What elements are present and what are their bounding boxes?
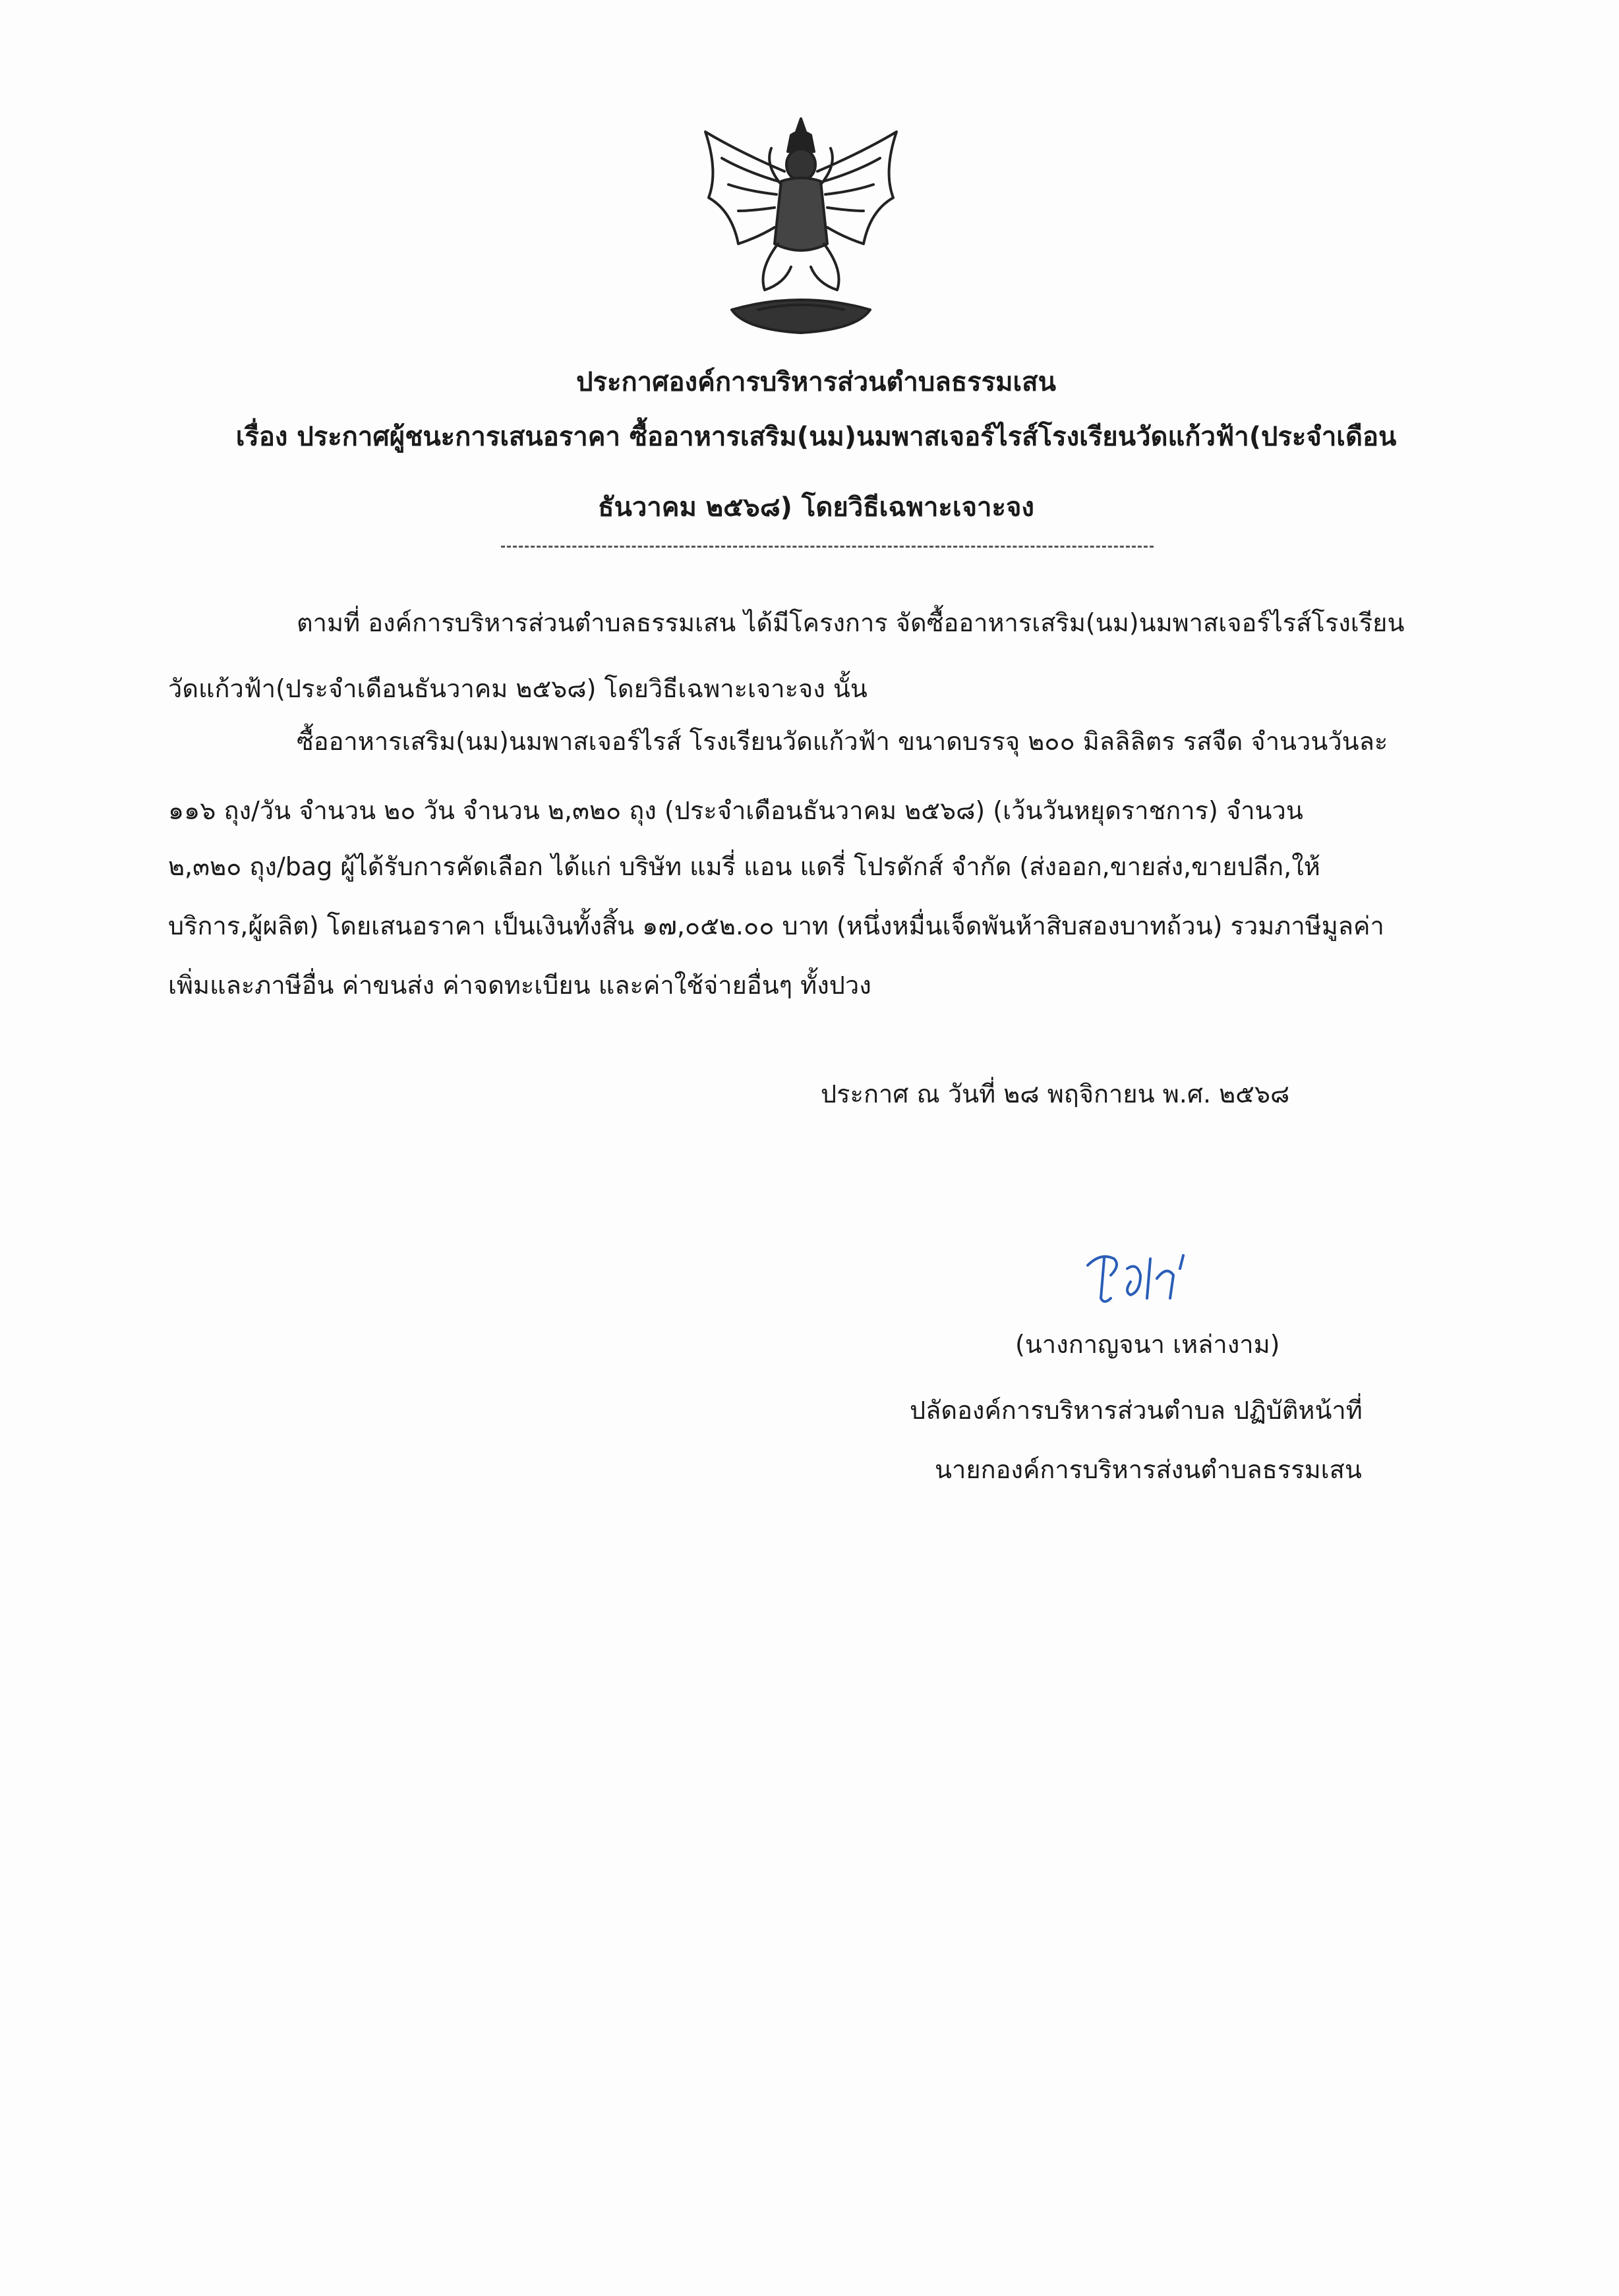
signature-image — [1074, 1239, 1226, 1311]
paragraph-2-line-4: บริการ,ผู้ผลิต) โดยเสนอราคา เป็นเงินทั้งสิ้น ๑๗,๐๕๒.๐๐ บาท (หนึ่งหมื่นเจ็ดพันห้าสิบสองบาทถ้วน) รวมภาษีมูลค่า — [168, 911, 1384, 940]
garuda-emblem-icon — [692, 112, 910, 343]
paragraph-2-line-5: เพิ่มและภาษีอื่น ค่าขนส่ง ค่าจดทะเบียน และค่าใช้จ่ายอื่นๆ ทั้งปวง — [168, 971, 871, 1000]
signer-position-line-1: ปลัดองค์การบริหารส่วนตำบล ปฏิบัติหน้าที่ — [910, 1396, 1363, 1425]
paragraph-1-line-1: ตามที่ องค์การบริหารส่วนตำบลธรรมเสน ได้มีโครงการ จัดซื้ออาหารเสริม(นม)นมพาสเจอร์ไรส์โรงเรียน — [297, 608, 1405, 637]
divider — [501, 546, 1154, 548]
signer-name: (นางกาญจนา เหล่างาม) — [1015, 1330, 1280, 1359]
subject-line-1: เรื่อง ประกาศผู้ชนะการเสนอราคา ซื้ออาหารเสริม(นม)นมพาสเจอร์ไรส์โรงเรียนวัดแก้วฟ้า(ประจำเดือน — [235, 422, 1397, 452]
announcement-date: ประกาศ ณ วันที่ ๒๘ พฤจิกายน พ.ศ. ๒๕๖๘ — [821, 1079, 1290, 1108]
signer-position-line-2: นายกองค์การบริหารส่งนตำบลธรรมเสน — [935, 1455, 1362, 1484]
paragraph-1-line-2: วัดแก้วฟ้า(ประจำเดือนธันวาคม ๒๕๖๘) โดยวิธีเฉพาะเจาะจง นั้น — [168, 674, 868, 703]
paragraph-2-line-3: ๒,๓๒๐ ถุง/bag ผู้ได้รับการคัดเลือก ได้แก่ บริษัท แมรี่ แอน แดรี่ โปรดักส์ จำกัด (ส่งออก,ขายส่ง,ขายปลีก,ให้ — [168, 852, 1320, 881]
subject-line-2: ธันวาคม ๒๕๖๘) โดยวิธีเฉพาะเจาะจง — [598, 492, 1034, 523]
paragraph-2-line-2: ๑๑๖ ถุง/วัน จำนวน ๒๐ วัน จำนวน ๒,๓๒๐ ถุง (ประจำเดือนธันวาคม ๒๕๖๘) (เว้นวันหยุดราชการ) จำนวน — [168, 796, 1303, 825]
document-title: ประกาศองค์การบริหารส่วนตำบลธรรมเสน — [576, 367, 1056, 397]
paragraph-2-line-1: ซื้ออาหารเสริม(นม)นมพาสเจอร์ไรส์ โรงเรียนวัดแก้วฟ้า ขนาดบรรจุ ๒๐๐ มิลลิลิตร รสจืด จำนวนวันละ — [297, 727, 1388, 756]
